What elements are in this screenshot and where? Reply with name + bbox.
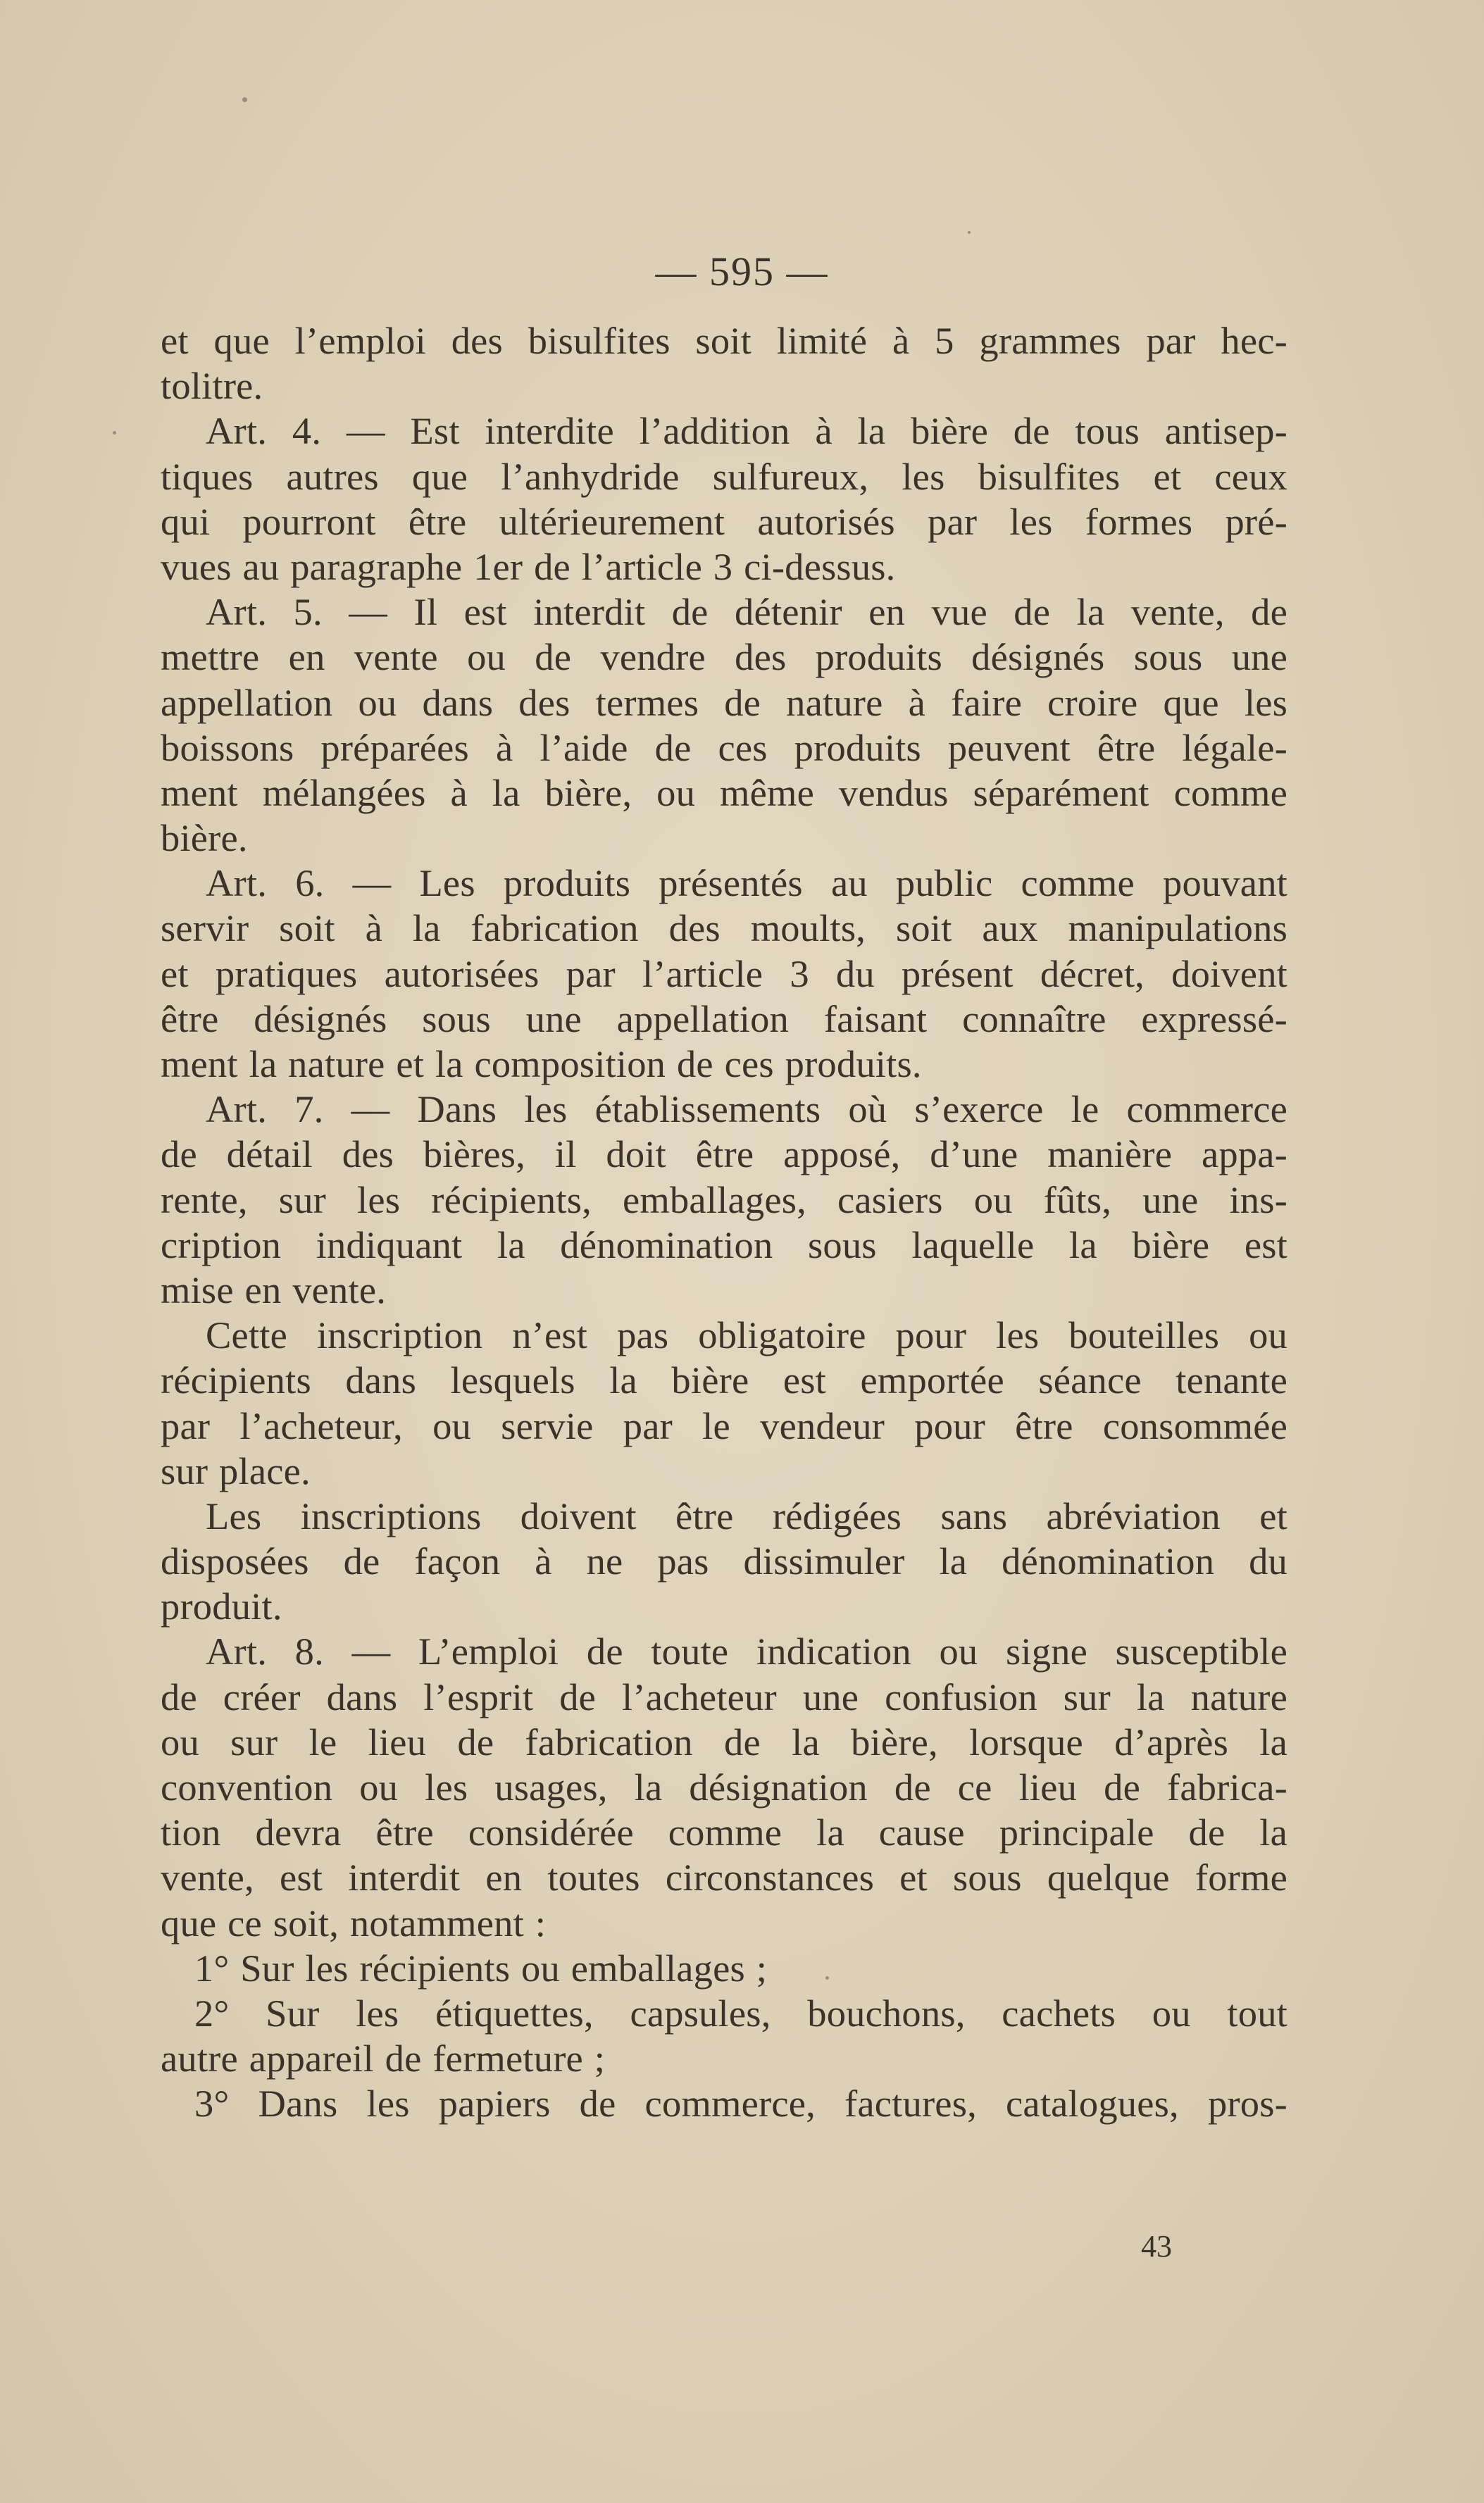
text-line: Art. 5. — Il est interdit de détenir en vue de la vente, de bbox=[206, 590, 1287, 634]
text-line: vente, est interdit en toutes circonstances et sous quelque forme bbox=[161, 1856, 1287, 1899]
text-line: tion devra être considérée comme la cause principale de la bbox=[161, 1811, 1287, 1854]
text-line: servir soit à la fabrication des moults, soit aux manipulations bbox=[161, 906, 1287, 950]
text-line: convention ou les usages, la désignation de ce lieu de fabrica- bbox=[161, 1766, 1287, 1809]
text-line: appellation ou dans des termes de nature à faire croire que les bbox=[161, 680, 1287, 724]
text-line: sur place. bbox=[161, 1449, 311, 1492]
text-line: Art. 6. — Les produits présentés au public comme pouvant bbox=[206, 861, 1287, 905]
text-line: tiques autres que l’anhydride sulfureux, les bisulfites et ceux bbox=[161, 454, 1287, 498]
text-line: Art. 8. — L’emploi de toute indication ou signe susceptible bbox=[206, 1630, 1287, 1673]
text-line: et que l’emploi des bisulfites soit limité à 5 grammes par hec- bbox=[161, 319, 1287, 362]
page-number: — 595 — bbox=[655, 249, 829, 294]
text-line: et pratiques autorisées par l’article 3 du présent décret, doivent bbox=[161, 951, 1287, 995]
text-line: Les inscriptions doivent être rédigées sans abréviation et bbox=[206, 1494, 1287, 1537]
text-line: disposées de façon à ne pas dissimuler la dénomination du bbox=[161, 1540, 1287, 1583]
text-line: Cette inscription n’est pas obligatoire pour les bouteilles ou bbox=[206, 1313, 1287, 1357]
text-line: que ce soit, notamment : bbox=[161, 1901, 547, 1945]
text-line: 3° Dans les papiers de commerce, factures, catalogues, pros- bbox=[194, 2082, 1287, 2126]
text-line: cription indiquant la dénomination sous laquelle la bière est bbox=[161, 1223, 1287, 1266]
paper-speck bbox=[113, 431, 116, 435]
text-line: ment la nature et la composition de ces produits. bbox=[161, 1042, 922, 1085]
text-line: être désignés sous une appellation faisant connaître expressé- bbox=[161, 997, 1287, 1040]
text-line: qui pourront être ultérieurement autorisés par les formes pré- bbox=[161, 499, 1287, 543]
text-line: produit. bbox=[161, 1585, 282, 1628]
text-line: 2° Sur les étiquettes, capsules, bouchons, cachets ou tout bbox=[194, 1991, 1287, 2035]
text-line: ou sur le lieu de fabrication de la bière, lorsque d’après la bbox=[161, 1720, 1287, 1764]
text-line: boissons préparées à l’aide de ces produits peuvent être légale- bbox=[161, 725, 1287, 769]
text-line: tolitre. bbox=[161, 364, 263, 408]
text-line: mettre en vente ou de vendre des produits désignés sous une bbox=[161, 635, 1287, 679]
paper-speck bbox=[242, 97, 247, 102]
text-line: de détail des bières, il doit être apposé, d’une manière appa- bbox=[161, 1132, 1287, 1176]
text-line: mise en vente. bbox=[161, 1268, 387, 1311]
text-line: Art. 7. — Dans les établissements où s’exerce le commerce bbox=[206, 1087, 1287, 1131]
text-line: récipients dans lesquels la bière est emportée séance tenante bbox=[161, 1359, 1287, 1402]
text-line: autre appareil de fermeture ; bbox=[161, 2037, 606, 2080]
page-text-body bbox=[161, 318, 1287, 2127]
signature-mark: 43 bbox=[1141, 2229, 1172, 2264]
text-line: Art. 4. — Est interdite l’addition à la bière de tous antisep- bbox=[206, 409, 1287, 453]
text-line: vues au paragraphe 1er de l’article 3 ci-dessus. bbox=[161, 544, 896, 588]
text-line: ment mélangées à la bière, ou même vendus séparément comme bbox=[161, 770, 1287, 814]
text-line: bière. bbox=[161, 816, 248, 860]
text-line: 1° Sur les récipients ou emballages ; bbox=[194, 1946, 768, 1990]
text-line: par l’acheteur, ou servie par le vendeur pour être consommée bbox=[161, 1404, 1287, 1447]
text-line: de créer dans l’esprit de l’acheteur une confusion sur la nature bbox=[161, 1675, 1287, 1718]
text-line: rente, sur les récipients, emballages, casiers ou fûts, une ins- bbox=[161, 1178, 1287, 1221]
paper-speck bbox=[968, 231, 971, 234]
